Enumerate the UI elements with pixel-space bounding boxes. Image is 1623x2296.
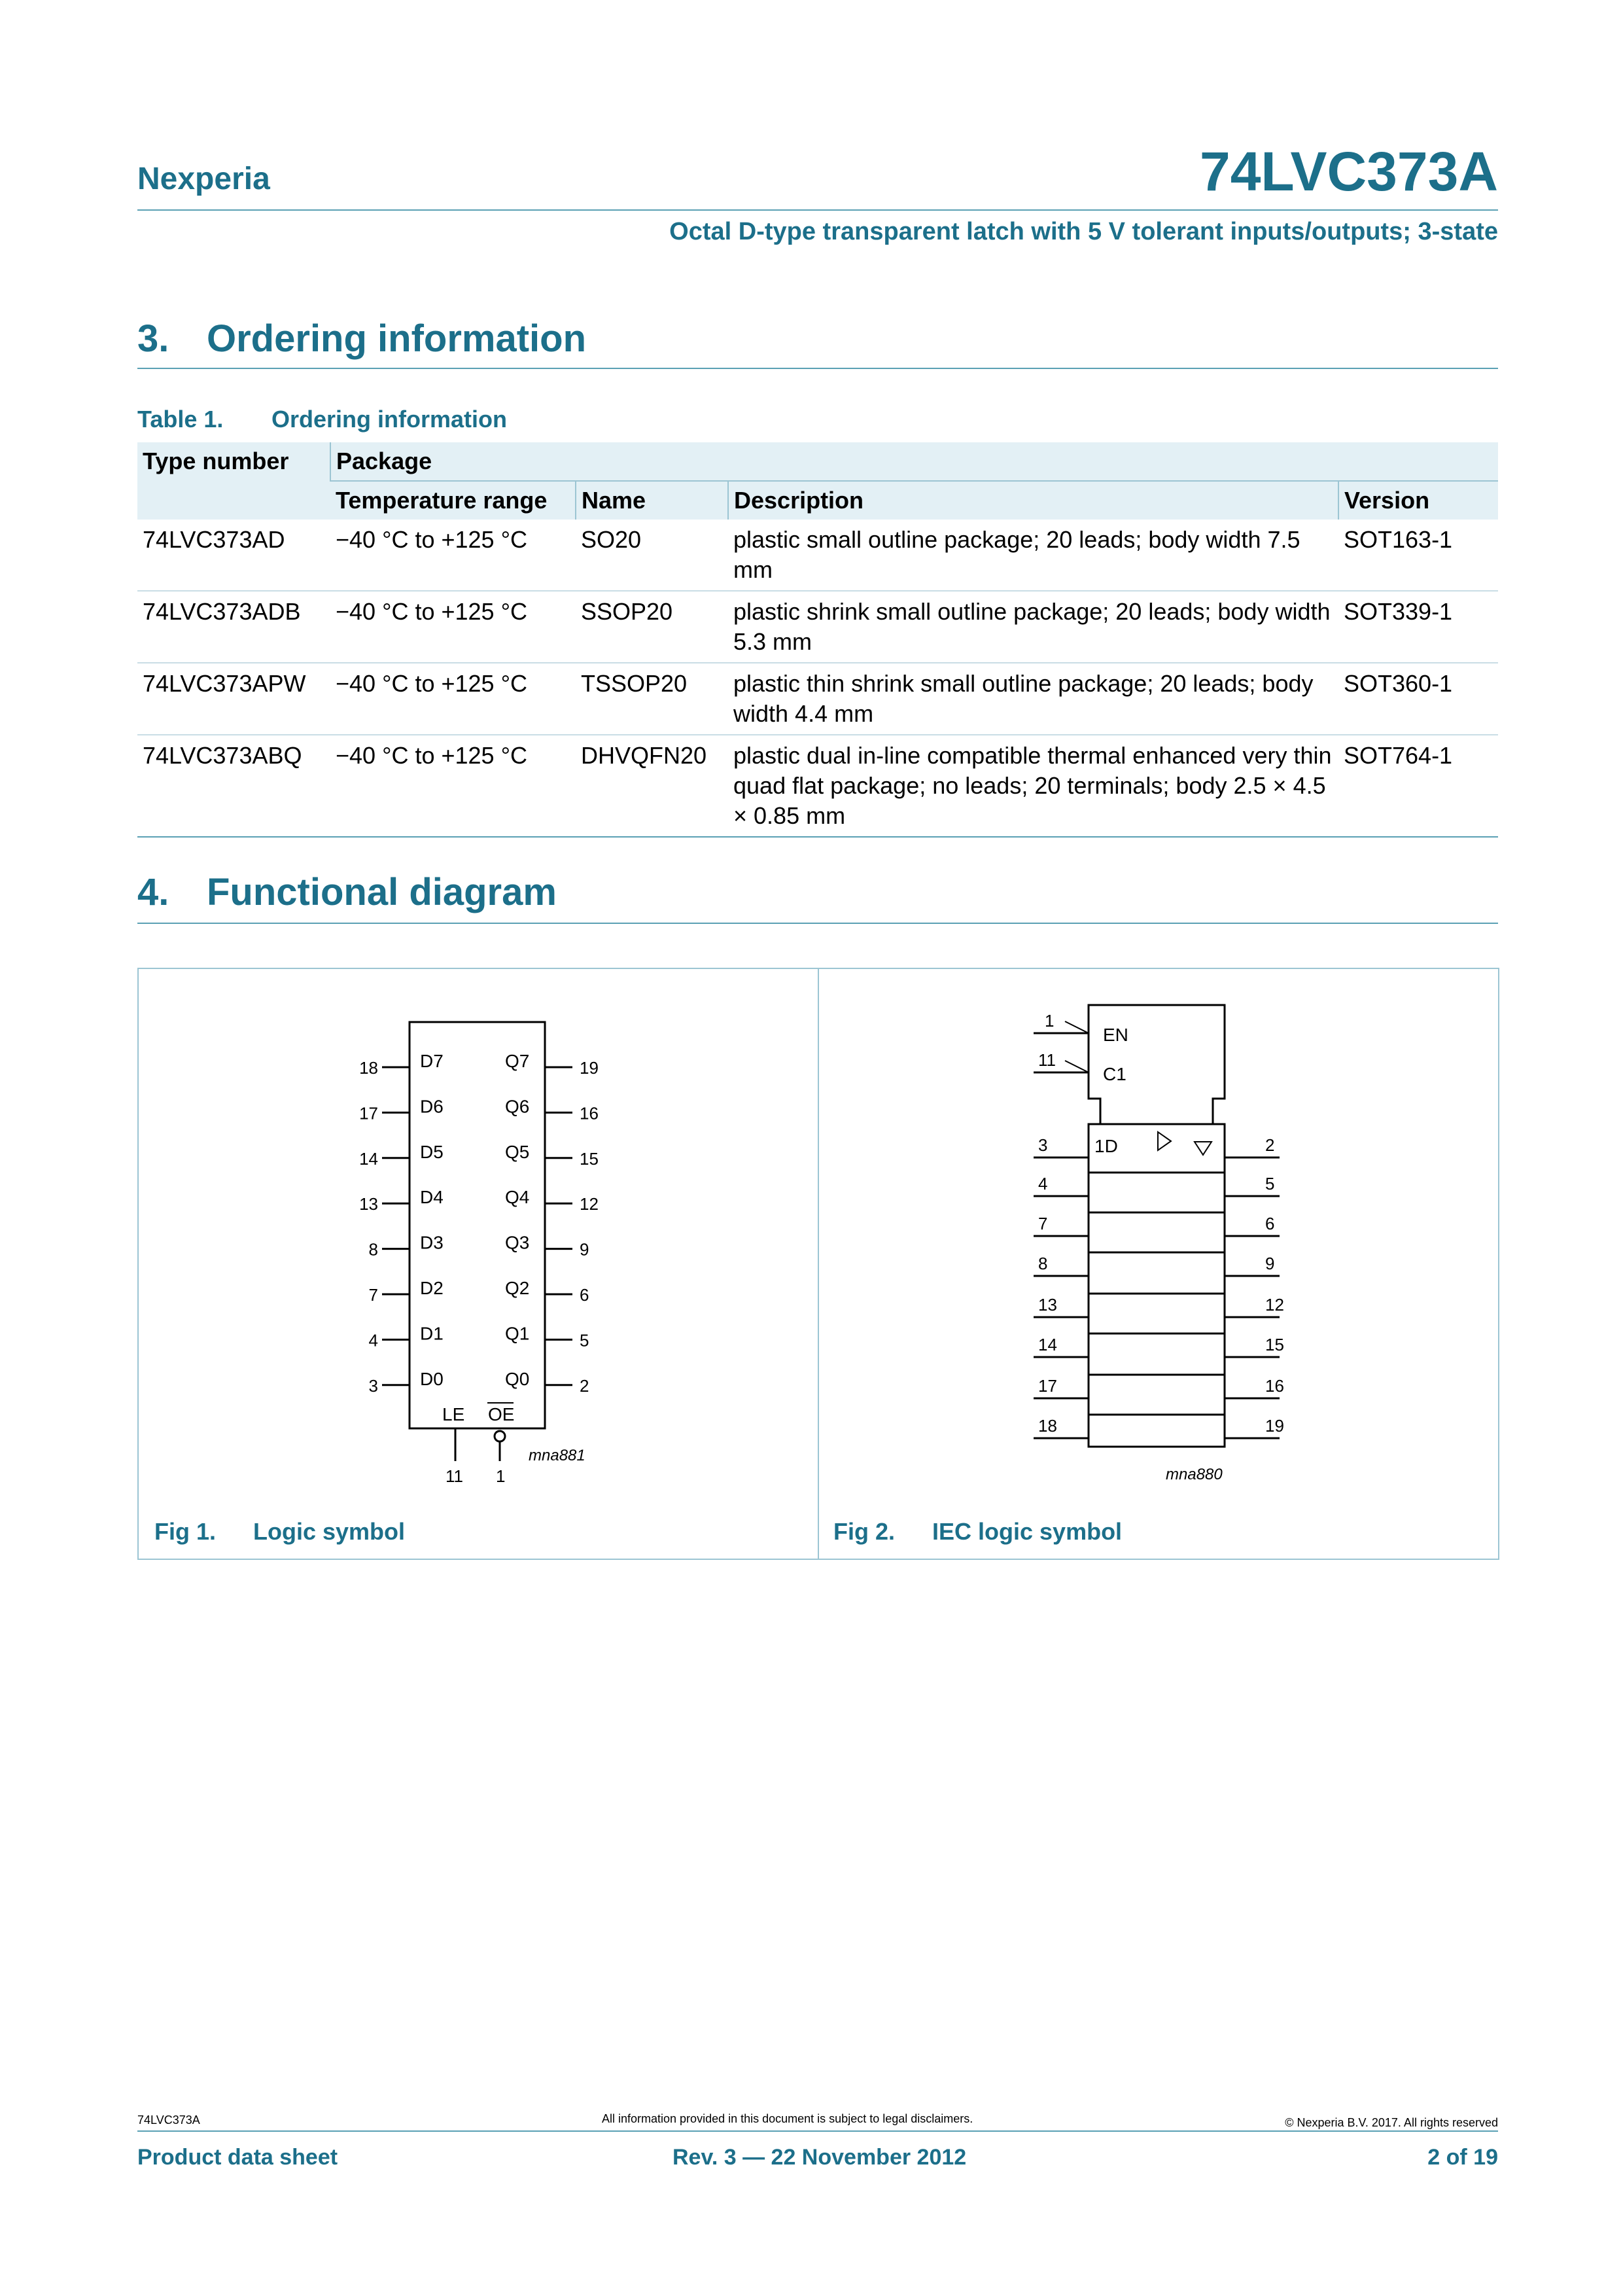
input-pin-number: 18 [359,1058,378,1078]
cell-version: SOT163-1 [1338,520,1498,591]
section-number: 4. [137,871,169,913]
output-pin-number: 12 [1265,1295,1284,1315]
header-version: Version [1338,481,1498,520]
section-rule [137,923,1498,924]
header-package: Package [330,442,1498,481]
output-pin-number: 2 [580,1375,589,1396]
cell-description: plastic small outline package; 20 leads; body width 7.5 mm [728,520,1338,591]
q-output-label: Q1 [505,1323,530,1344]
cell-version: SOT360-1 [1338,663,1498,735]
cell-type: 74LVC373ADB [137,591,330,663]
le-label: LE [442,1404,465,1424]
q-output-label: Q7 [505,1051,530,1071]
table-label: Table 1. [137,406,224,433]
figure-title: Logic symbol [253,1518,406,1545]
input-pin-number: 3 [1038,1135,1048,1155]
output-pin-number: 15 [1265,1335,1284,1354]
le-pin-number: 11 [445,1466,463,1486]
figure-panel [137,968,1499,1560]
oe-label: OE [488,1404,515,1424]
output-pin-number: 19 [580,1058,599,1078]
d-input-label: D6 [420,1096,444,1117]
d-input-label: D5 [420,1141,444,1162]
input-pin-number: 7 [1038,1214,1048,1233]
cell-description: plastic shrink small outline package; 20 leads; body width 5.3 mm [728,591,1338,663]
section-heading-ordering [137,317,586,361]
section-rule [137,368,1498,369]
c1-pin-number: 11 [1038,1050,1056,1070]
figure-title: IEC logic symbol [932,1518,1123,1545]
input-pin-number: 17 [1038,1376,1057,1396]
output-pin-number: 5 [1265,1174,1275,1193]
d-input-label: D3 [420,1232,444,1253]
section-heading-functional-diagram [137,870,557,914]
table-subheader-row [137,481,1498,520]
table-header-row [137,442,1498,481]
footer-copyright: © Nexperia B.V. 2017. All rights reserved [1285,2116,1498,2129]
cell-version: SOT764-1 [1338,735,1498,837]
section-title: Functional diagram [207,871,557,913]
c1-polarity-indicator [1065,1061,1089,1072]
header-type-number: Type number [137,442,330,520]
figure-label: Fig 2. [833,1518,896,1545]
q-output-label: Q6 [505,1096,530,1117]
three-state-output-icon [1195,1142,1212,1155]
input-pin-number: 13 [1038,1295,1057,1315]
table-title: Ordering information [271,406,507,433]
cell-temp: −40 °C to +125 °C [330,735,576,837]
c1-label: C1 [1103,1064,1126,1084]
footer-page-number: 2 of 19 [1427,2145,1498,2170]
input-pin-number: 7 [368,1285,378,1305]
brand-name: Nexperia [137,162,270,196]
oe-pin-number: 1 [496,1466,506,1486]
footer-doc-id: 74LVC373A [137,2113,200,2127]
input-pin-number: 4 [1038,1174,1048,1193]
output-pin-number: 9 [580,1239,589,1260]
en-polarity-indicator [1065,1021,1089,1033]
input-pin-number: 3 [368,1375,378,1396]
footer-revision: Rev. 3 — 22 November 2012 [672,2145,967,2170]
iec-logic-symbol-diagram [819,969,1498,1506]
output-pin-number: 16 [1265,1376,1284,1396]
output-pin-number: 12 [580,1194,599,1214]
header-name: Name [576,481,728,520]
figure-code: mna881 [529,1447,585,1464]
cell-temp: −40 °C to +125 °C [330,663,576,735]
part-number: 74LVC373A [1199,141,1498,202]
oe-inversion-bubble [495,1431,505,1441]
q-output-label: Q4 [505,1187,530,1208]
q-output-label: Q2 [505,1278,530,1298]
d-input-label: D1 [420,1323,444,1344]
cell-name: TSSOP20 [576,663,728,735]
cell-name: SO20 [576,520,728,591]
cell-temp: −40 °C to +125 °C [330,520,576,591]
cell-name: DHVQFN20 [576,735,728,837]
footer-doc-type: Product data sheet [137,2145,338,2170]
input-pin-number: 14 [1038,1335,1057,1354]
output-pin-number: 6 [580,1285,589,1305]
footer-disclaimer: All information provided in this document is subject to legal disclaimers. [602,2112,973,2125]
header-temperature-range: Temperature range [330,481,576,520]
header-rule [137,209,1498,211]
figure-1-caption [154,1518,405,1545]
section-number: 3. [137,317,169,360]
document-subtitle: Octal D-type transparent latch with 5 V tolerant inputs/outputs; 3-state [669,218,1498,245]
q-output-label: Q0 [505,1368,530,1389]
cell-type: 74LVC373ABQ [137,735,330,837]
ordering-table [137,442,1498,838]
input-pin-number: 18 [1038,1416,1057,1436]
q-output-label: Q5 [505,1141,530,1162]
d-input-label: D7 [420,1051,444,1071]
figure-label: Fig 1. [154,1518,217,1545]
cell-version: SOT339-1 [1338,591,1498,663]
header-description: Description [728,481,1338,520]
en-label: EN [1103,1025,1128,1045]
output-pin-number: 6 [1265,1214,1275,1233]
input-pin-number: 8 [368,1239,378,1260]
input-pin-number: 14 [359,1148,378,1169]
input-pin-number: 13 [359,1194,378,1214]
d-input-label: D0 [420,1368,444,1389]
cell-type: 74LVC373APW [137,663,330,735]
output-pin-number: 15 [580,1148,599,1169]
d-input-label: D4 [420,1187,444,1208]
table-row [137,735,1498,837]
cell-name: SSOP20 [576,591,728,663]
q-output-label: Q3 [505,1232,530,1253]
table-row [137,663,1498,735]
output-pin-number: 9 [1265,1254,1275,1273]
cell-type: 74LVC373AD [137,520,330,591]
output-pin-number: 16 [580,1103,599,1123]
cell-temp: −40 °C to +125 °C [330,591,576,663]
d-input-label: D2 [420,1278,444,1298]
input-pin-number: 4 [368,1330,378,1351]
figure-code: mna880 [1166,1466,1223,1483]
cell-description: plastic thin shrink small outline package; 20 leads; body width 4.4 mm [728,663,1338,735]
input-pin-number: 8 [1038,1254,1048,1273]
d-input-label: 1D [1094,1136,1118,1156]
footer-rule [137,2130,1498,2132]
en-pin-number: 1 [1045,1011,1055,1031]
cell-description: plastic dual in-line compatible thermal enhanced very thin quad flat package; no leads; 20 terminals; body 2.5 × 4.5 × 0.85 mm [728,735,1338,837]
output-pin-number: 19 [1265,1416,1284,1436]
section-title: Ordering information [207,317,586,360]
logic-symbol-diagram [139,969,818,1506]
output-pin-number: 5 [580,1330,589,1351]
table-row [137,520,1498,591]
input-pin-number: 17 [359,1103,378,1123]
latch-body [410,1022,545,1428]
output-pin-number: 2 [1265,1135,1275,1155]
table-row [137,591,1498,663]
buffer-triangle-icon [1158,1132,1171,1150]
figure-2-caption [833,1518,1122,1545]
table-caption [137,406,507,433]
